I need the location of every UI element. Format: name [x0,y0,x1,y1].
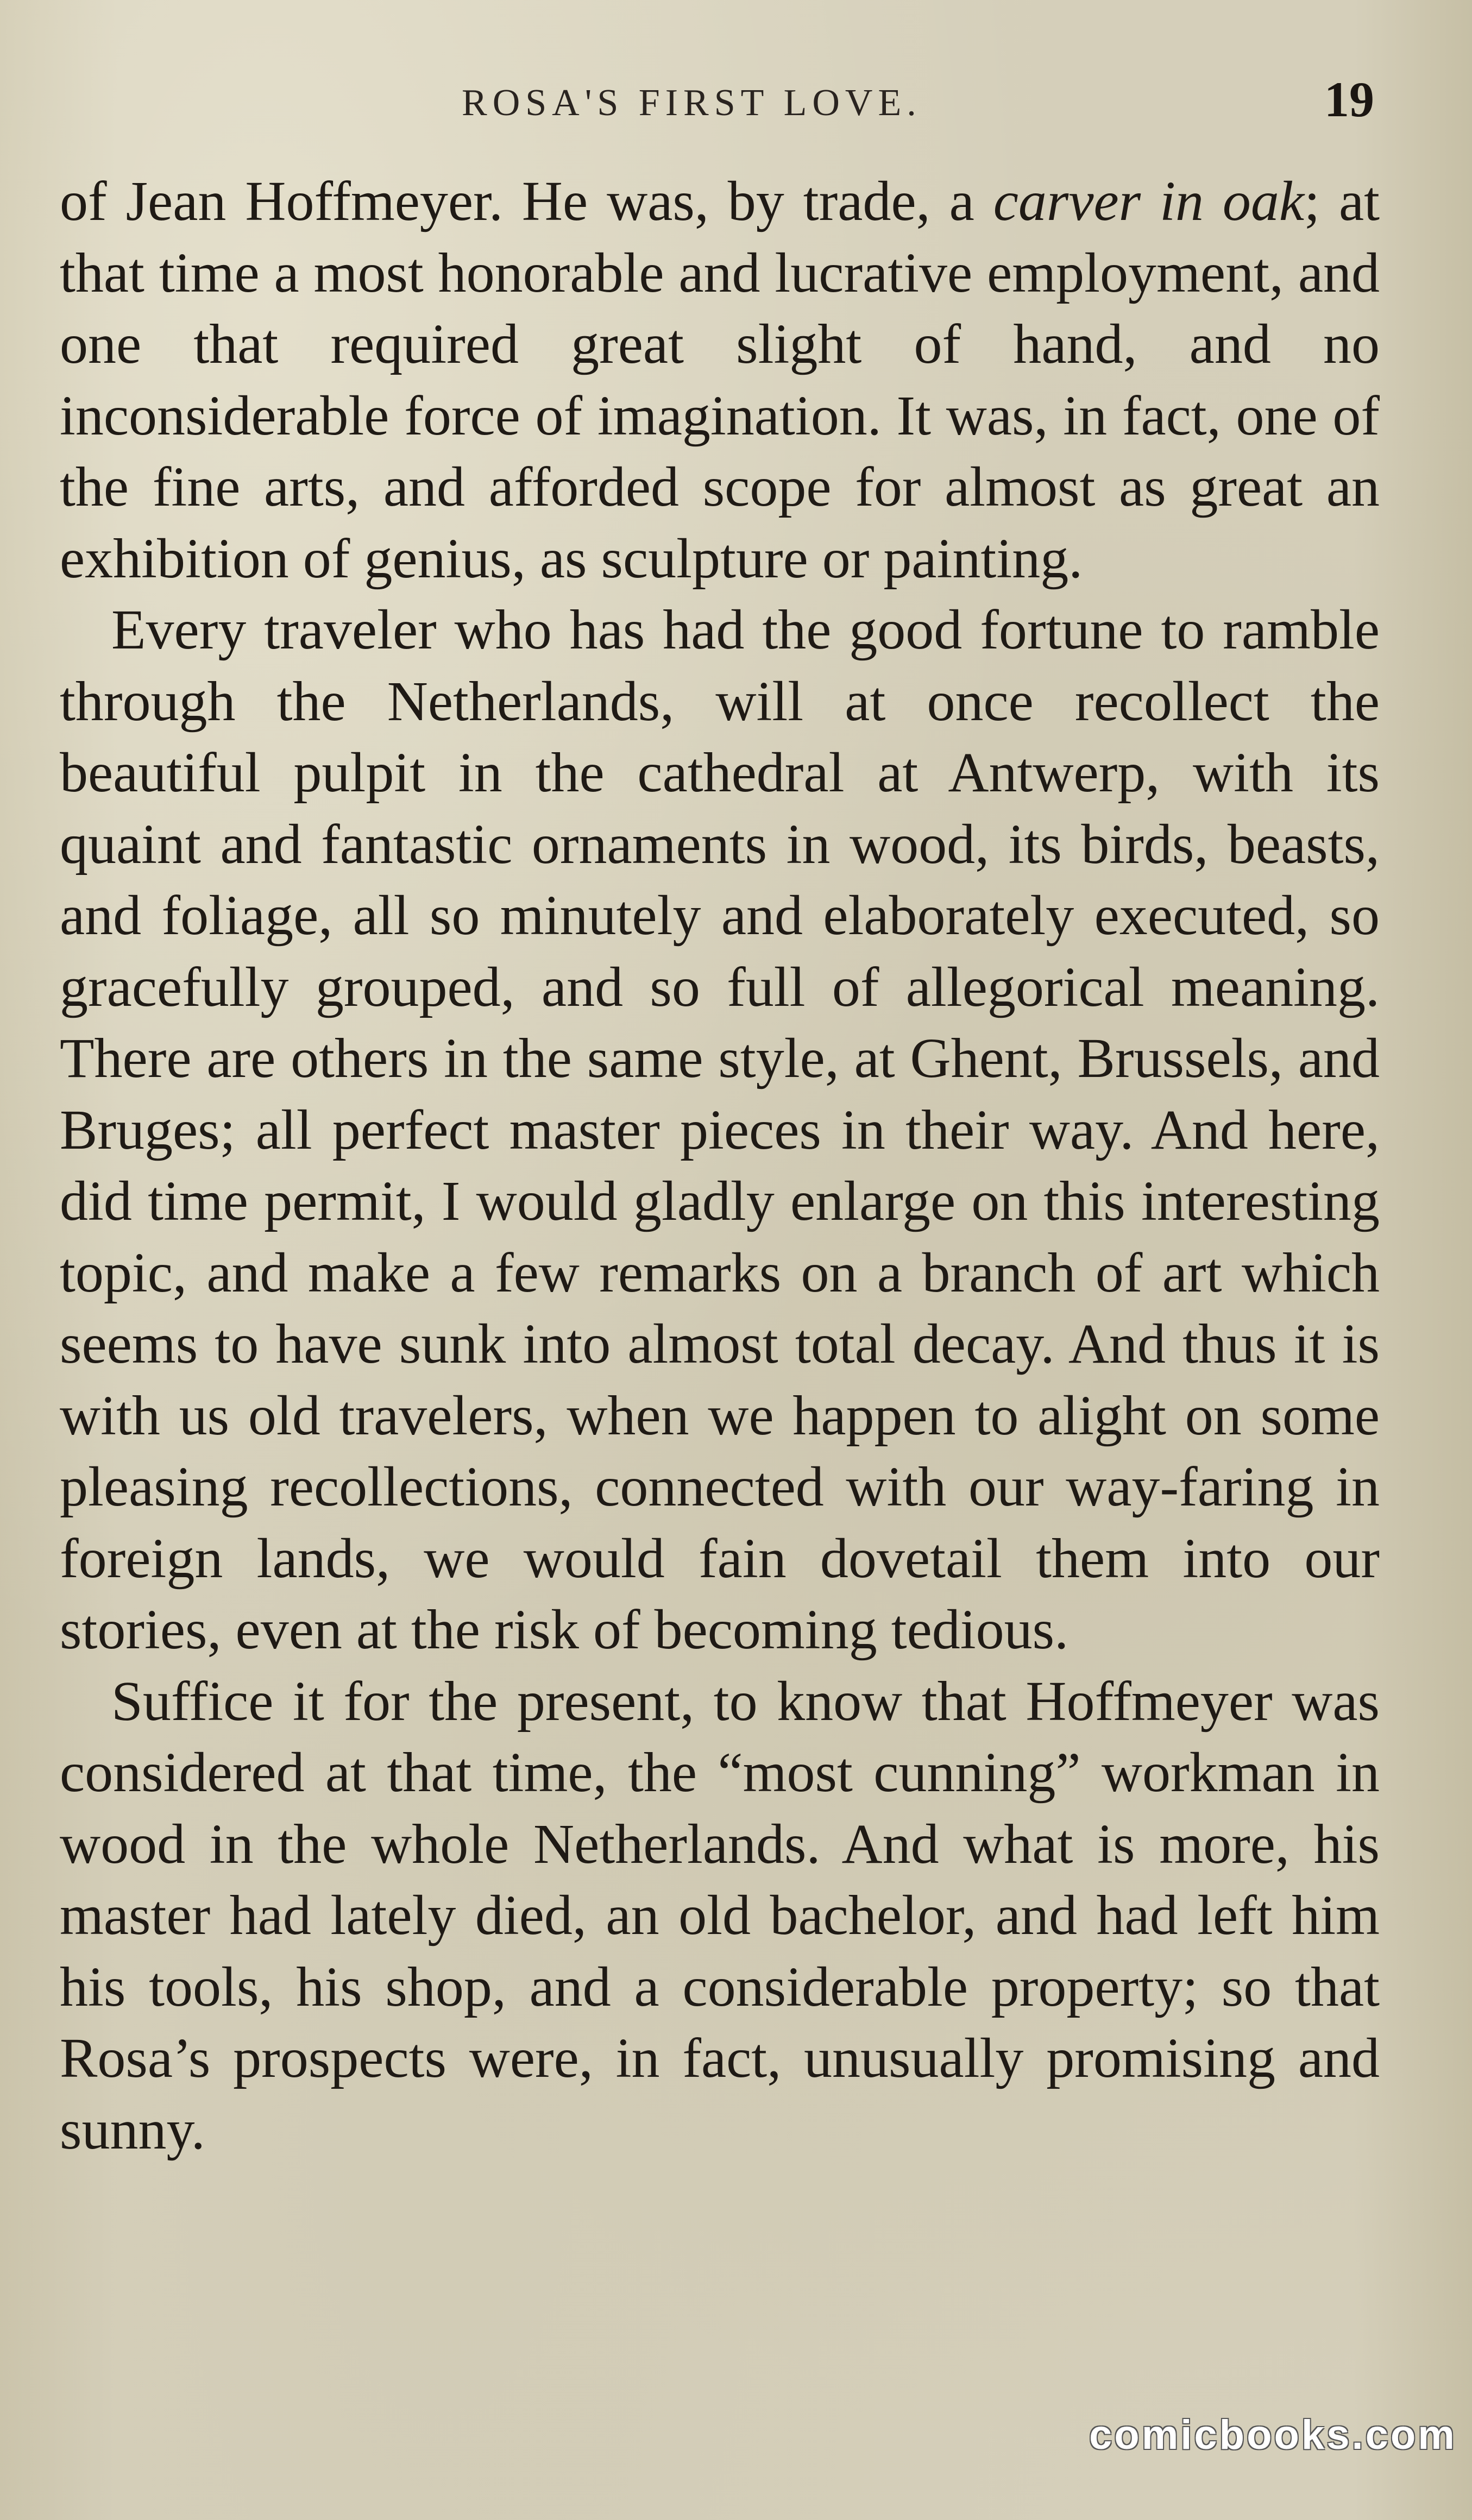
paragraph-1-end: ; at that time a most honorable and lucrative employment, and one that required great slight of hand, and no inconsiderable force of imagination. It was, in fact, one of the fine arts, and afforded scope for almost as great an exhibition of genius, as sculpture or painting. [60,170,1380,590]
page-header [60,71,1374,130]
paragraph-3: Suffice it for the present, to know that Hoffmeyer was considered at that time, the “most cunning” workman in wood in the whole Netherlands. And what is more, his master had lately died, an old bachelor, and had left him his tools, his shop, and a considerable property; so that Rosa’s prospects were, in fact, unusually promising and sunny. [60,1670,1380,2161]
paragraph-1-italic: carver in oak [993,170,1305,232]
paragraph-1 [60,166,1380,594]
page-number: 19 [1324,72,1374,127]
paragraph-1-start: of Jean Hoffmeyer. He was, by trade, a [60,170,993,232]
body-text [60,166,1380,2165]
paragraph-2: Every traveler who has had the good fortune to ramble through the Netherlands, will at once recollect the beautiful pulpit in the cathedral at Antwerp, with its quaint and fantastic ornaments in wood, its birds, beasts, and foliage, all so minutely and elaborately executed, so gracefully grouped, and so full of allegorical meaning. There are others in the same style, at Ghent, Brussels, and Bruges; all perfect master pieces in their way. And here, did time permit, I would gladly enlarge on this interesting topic, and make a few remarks on a branch of art which seems to have sunk into almost total decay. And thus it is with us old travelers, when we happen to alight on some pleasing recollections, connected with our way-faring in foreign lands, we would fain dovetail them into our stories, even at the risk of becoming tedious. [60,598,1380,1661]
running-head: ROSA'S FIRST LOVE. [462,82,922,124]
watermark: comicbooks.com [1089,2412,1457,2458]
